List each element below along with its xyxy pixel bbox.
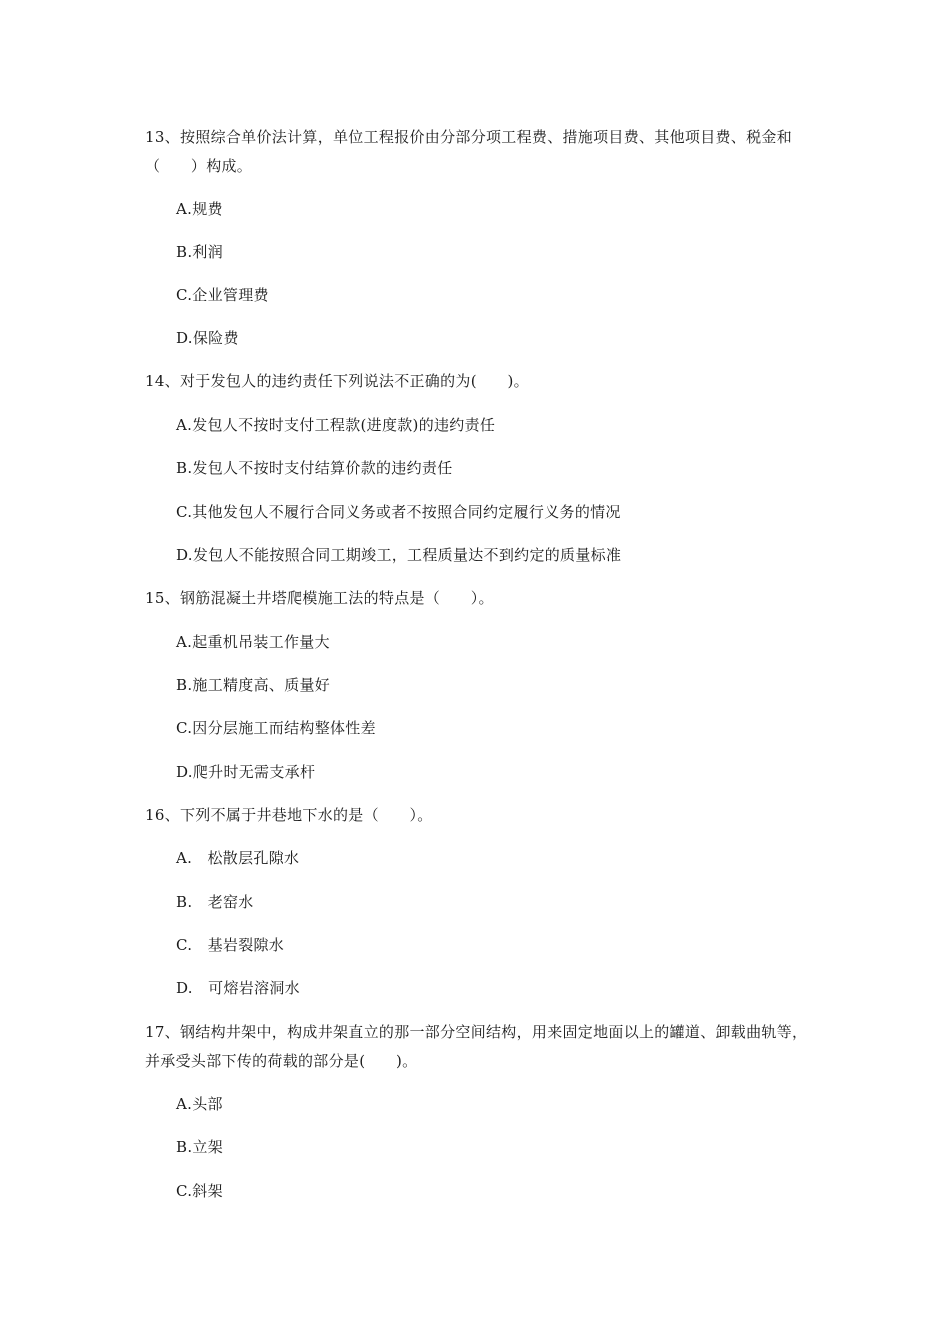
question-17: 17、钢结构井架中，构成井架直立的那一部分空间结构，用来固定地面以上的罐道、卸载曲轨等，并承受头部下传的荷载的部分是( )。 — [145, 1023, 808, 1070]
question-14-option-b: B.发包人不按时支付结算价款的违约责任 — [176, 459, 453, 477]
question-13-option-b: B.利润 — [176, 243, 223, 261]
question-15: 15、钢筋混凝土井塔爬模施工法的特点是（ ）。 — [145, 589, 494, 607]
question-16: 16、下列不属于井巷地下水的是（ ）。 — [145, 806, 433, 824]
question-15-option-d: D.爬升时无需支承杆 — [176, 763, 316, 781]
question-14-option-c: C.其他发包人不履行合同义务或者不按照合同约定履行义务的情况 — [176, 503, 621, 521]
question-13-option-a: A.规费 — [176, 200, 223, 218]
question-16-option-d: D. 可熔岩溶洞水 — [176, 979, 300, 997]
question-13-option-c: C.企业管理费 — [176, 286, 269, 304]
question-16-option-a: A. 松散层孔隙水 — [176, 849, 300, 867]
question-16-option-c: C. 基岩裂隙水 — [176, 936, 285, 954]
question-15-option-b: B.施工精度高、质量好 — [176, 676, 331, 694]
question-14-option-d: D.发包人不能按照合同工期竣工，工程质量达不到约定的质量标准 — [176, 546, 622, 564]
question-15-option-a: A.起重机吊装工作量大 — [176, 633, 330, 651]
question-15-option-c: C.因分层施工而结构整体性差 — [176, 719, 376, 737]
question-17-option-c: C.斜架 — [176, 1182, 223, 1200]
question-13-option-d: D.保险费 — [176, 329, 239, 347]
question-16-option-b: B. 老窑水 — [176, 893, 254, 911]
question-14: 14、对于发包人的违约责任下列说法不正确的为( )。 — [145, 372, 529, 390]
question-17-option-a: A.头部 — [176, 1095, 223, 1113]
question-17-option-b: B.立架 — [176, 1138, 223, 1156]
question-13: 13、按照综合单价法计算，单位工程报价由分部分项工程费、措施项目费、其他项目费、税金和（ ）构成。 — [145, 128, 792, 175]
question-14-option-a: A.发包人不按时支付工程款(进度款)的违约责任 — [176, 416, 496, 434]
